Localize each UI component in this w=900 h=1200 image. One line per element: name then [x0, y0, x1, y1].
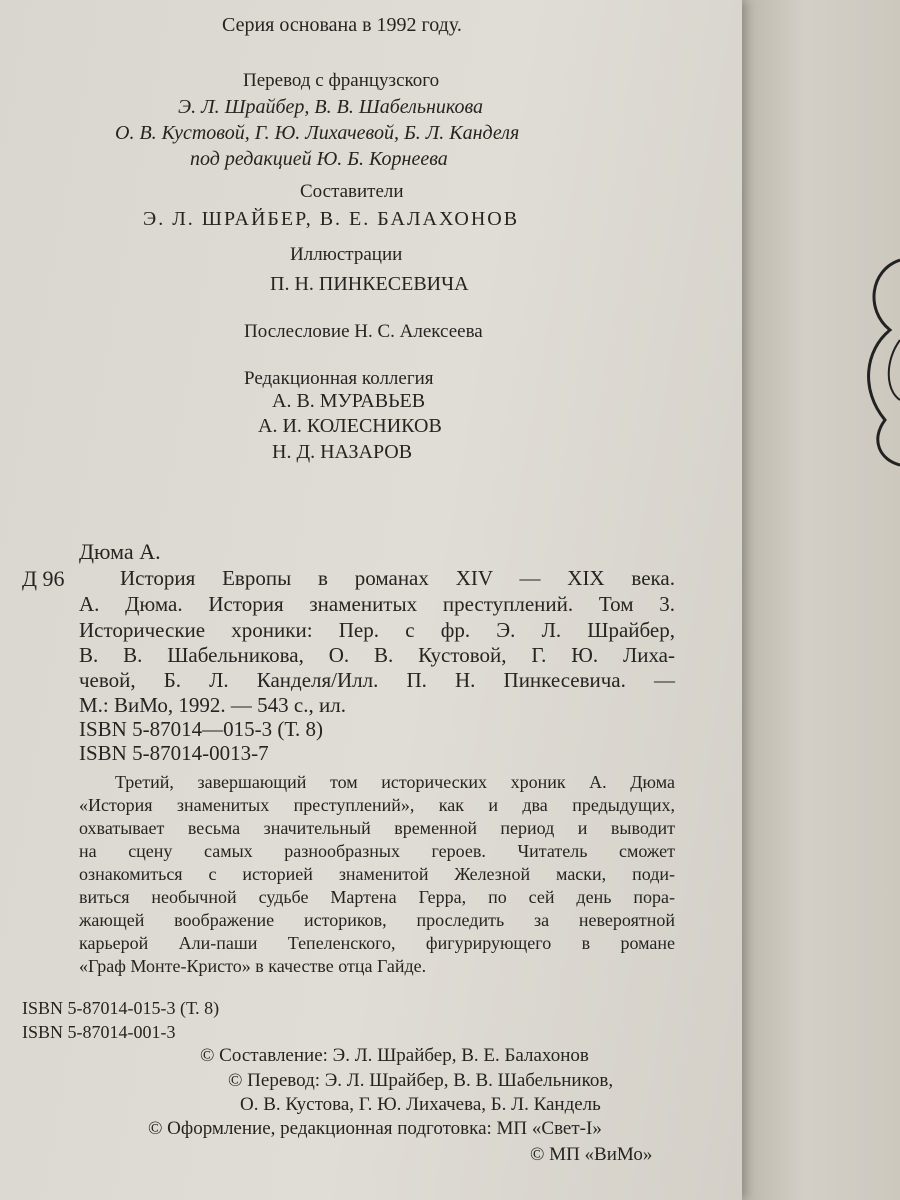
copyright-line: О. В. Кустова, Г. Ю. Лихачева, Б. Л. Кандель [240, 1094, 601, 1115]
compilers-names: Э. Л. ШРАЙБЕР, В. Е. БАЛАХОНОВ [143, 208, 520, 230]
annotation-line: «История знаменитых преступлений», как и два предыдущих, [79, 795, 675, 815]
annotation-line: виться необычной судьбе Мартена Герра, по сей день пора- [79, 887, 675, 907]
editor-line: под редакцией Ю. Б. Корнеева [190, 148, 448, 170]
editorial-board-label: Редакционная коллегия [244, 368, 434, 389]
isbn-bottom: ISBN 5-87014-015-3 (Т. 8) [22, 998, 220, 1018]
annotation-line: жающей воображение историков, проследить за невероятной [79, 910, 675, 930]
isbn-bottom: ISBN 5-87014-001-3 [22, 1022, 176, 1042]
compilers-label: Составители [300, 181, 404, 202]
catalog-code: Д 96 [22, 566, 65, 591]
translators-line-2: О. В. Кустовой, Г. Ю. Лихачевой, Б. Л. Канделя [115, 122, 520, 144]
catalog-line: История Европы в романах XIV — XIX века. [120, 566, 675, 590]
catalog-line: А. Дюма. История знаменитых преступлений. Том 3. [79, 592, 675, 616]
catalog-line: чевой, Б. Л. Канделя/Илл. П. Н. Пинкесевича. — [79, 668, 675, 692]
illustrations-label: Иллюстрации [290, 244, 403, 265]
series-note: Серия основана в 1992 году. [222, 14, 462, 36]
catalog-line: Исторические хроники: Пер. с фр. Э. Л. Шрайбер, [79, 618, 675, 642]
catalog-author: Дюма А. [79, 539, 161, 564]
annotation-line: карьерой Али-паши Тепеленского, фигурирующего в романе [79, 933, 675, 953]
catalog-isbn: ISBN 5-87014-0013-7 [79, 741, 269, 765]
copyright-line: © Оформление, редакционная подготовка: МП «Свет-I» [148, 1118, 602, 1139]
afterword-note: Послесловие Н. С. Алексеева [244, 321, 483, 342]
copyright-line: © МП «ВиМо» [530, 1144, 653, 1165]
translation-label: Перевод с французского [243, 70, 440, 91]
board-member: А. В. МУРАВЬЕВ [272, 390, 426, 412]
translators-line-1: Э. Л. Шрайбер, В. В. Шабельникова [178, 96, 484, 118]
board-member: А. И. КОЛЕСНИКОВ [258, 415, 442, 437]
catalog-isbn: ISBN 5-87014—015-3 (Т. 8) [79, 717, 324, 741]
annotation-line: ознакомиться с историей знаменитой Железной маски, поди- [79, 864, 675, 884]
board-member: Н. Д. НАЗАРОВ [272, 441, 413, 463]
catalog-line: М.: ВиМо, 1992. — 543 с., ил. [79, 693, 346, 717]
annotation-line: охватывает весьма значительный временной период и выводит [79, 818, 675, 838]
illustrator-name: П. Н. ПИНКЕСЕВИЧА [270, 273, 469, 295]
annotation-line: «Граф Монте-Кристо» в качестве отца Гайде. [79, 956, 427, 976]
adjacent-page [742, 0, 900, 1200]
annotation-line: на сцену самых разнообразных героев. Читатель сможет [79, 841, 675, 861]
ornament-decoration [860, 250, 900, 470]
copyright-line: © Перевод: Э. Л. Шрайбер, В. В. Шабельников, [228, 1070, 614, 1091]
copyright-line: © Составление: Э. Л. Шрайбер, В. Е. Балахонов [200, 1045, 589, 1066]
catalog-line: В. В. Шабельникова, О. В. Кустовой, Г. Ю. Лиха- [79, 643, 675, 667]
annotation-line: Третий, завершающий том исторических хроник А. Дюма [115, 772, 675, 792]
